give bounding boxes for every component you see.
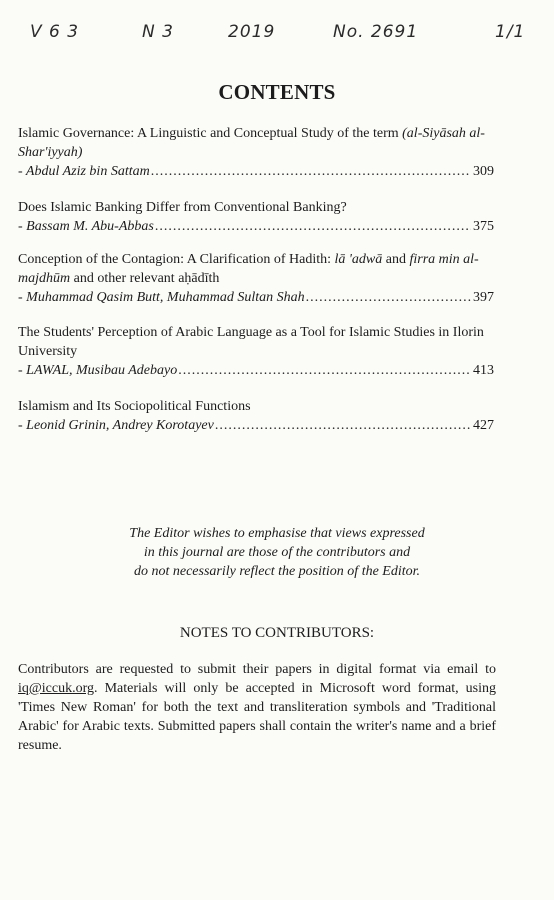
- toc-entry-title: The Students' Perception of Arabic Language as a Tool for Islamic Studies in Ilorin University: [18, 325, 484, 359]
- dot-leader: [178, 361, 471, 380]
- handwritten-number: N 3: [142, 22, 174, 42]
- toc-entry: [18, 124, 494, 181]
- handwritten-year: 2019: [228, 22, 276, 42]
- dot-leader: [306, 288, 471, 307]
- notes-paragraph: [18, 660, 496, 755]
- notes-heading: NOTES TO CONTRIBUTORS:: [179, 625, 375, 641]
- toc-entry: [18, 397, 494, 435]
- toc-entry-title: [18, 250, 494, 288]
- toc-entry-title: [18, 124, 494, 162]
- toc-entry-page: 413: [473, 363, 494, 378]
- toc-entry-page: 427: [473, 418, 494, 433]
- toc-entry-author-line: [18, 288, 494, 307]
- dot-leader: [155, 217, 471, 236]
- toc-entry-page: 397: [473, 290, 494, 305]
- title-text: Islamic Governance: A Linguistic and Conceptual Study of the term: [18, 126, 403, 141]
- handwritten-code: No. 2691: [333, 22, 419, 42]
- toc-entry-author: - Bassam M. Abu-Abbas: [18, 219, 154, 234]
- editor-disclaimer: [0, 524, 554, 581]
- toc-entry-author: - Abdul Aziz bin Sattam: [18, 164, 150, 179]
- toc-entry-author-line: [18, 361, 494, 380]
- dot-leader: [215, 416, 471, 435]
- disclaimer-line: do not necessarily reflect the position of the Editor.: [133, 564, 421, 579]
- contents-title: CONTENTS: [218, 80, 336, 104]
- dot-leader: [151, 162, 471, 181]
- email-link[interactable]: iq@iccuk.org: [18, 681, 95, 696]
- toc-entry-title: Does Islamic Banking Differ from Conventional Banking?: [18, 200, 347, 215]
- notes-text: Contributors are requested to submit their papers in digital format via email to: [18, 662, 496, 677]
- handwritten-volume: V 6 3: [30, 22, 80, 42]
- toc-entry: [18, 323, 494, 380]
- toc-entry-author: - Muhammad Qasim Butt, Muhammad Sultan Shah: [18, 290, 305, 305]
- toc-entry-author-line: [18, 162, 494, 181]
- toc-entry-page: 309: [473, 164, 494, 179]
- toc-entry-author-line: [18, 416, 494, 435]
- title-italic-text: firra min al-majdhūm: [18, 252, 479, 286]
- notes-text: . Materials will only be accepted in Microsoft word format, using 'Times New Roman' for both the text and transliteration symbols and 'Traditional Arabic' for Arabic texts. Submitted papers shall contain the writer's name and a brief resume.: [18, 681, 496, 753]
- toc-entry-title: Islamism and Its Sociopolitical Functions: [18, 399, 251, 414]
- title-italic-text: (al-Siyāsah al- Shar'iyyah): [18, 126, 485, 160]
- toc-entry: [18, 250, 494, 307]
- disclaimer-line: The Editor wishes to emphasise that views expressed: [129, 526, 425, 541]
- toc-entry-author: - Leonid Grinin, Andrey Korotayev: [18, 418, 214, 433]
- toc-entry-page: 375: [473, 219, 494, 234]
- title-text: and: [382, 252, 410, 267]
- title-text: and other relevant aḥādīth: [70, 271, 220, 286]
- title-italic-text: lā 'adwā: [334, 252, 383, 267]
- handwritten-fraction: 1/1: [495, 22, 526, 42]
- title-text: Conception of the Contagion: A Clarification of Hadith:: [18, 252, 335, 267]
- toc-entry-author: - LAWAL, Musibau Adebayo: [18, 363, 178, 378]
- toc-entry: [18, 198, 494, 236]
- toc-entry-author-line: [18, 217, 494, 236]
- disclaimer-line: in this journal are those of the contributors and: [143, 545, 411, 560]
